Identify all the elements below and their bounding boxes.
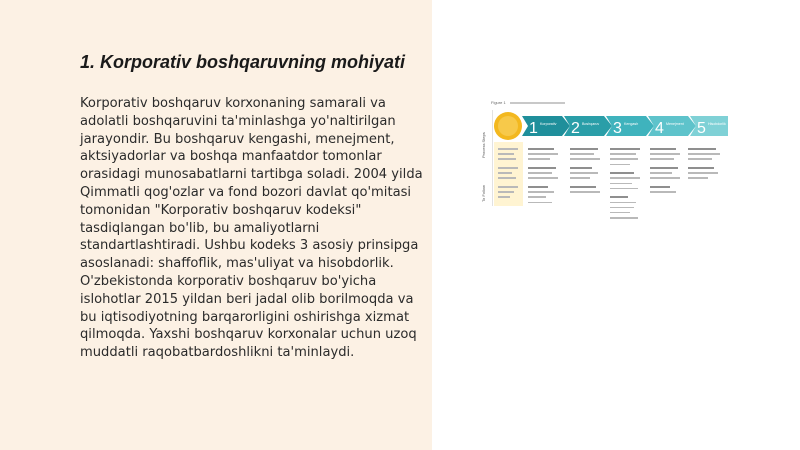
detail-line <box>610 188 638 190</box>
side-label-process: Process Steps <box>481 132 486 158</box>
process-diagram-figure <box>478 96 728 246</box>
detail-line <box>570 153 594 155</box>
detail-line <box>528 158 550 160</box>
column-3-details <box>570 148 604 196</box>
step-4-number: 4 <box>655 120 664 137</box>
step-4-title: Menejment <box>666 122 684 126</box>
detail-line <box>610 217 638 219</box>
side-label-follow: To Follow <box>481 185 486 202</box>
detail-line <box>570 191 600 193</box>
detail-line <box>570 177 590 179</box>
detail-line <box>610 164 630 166</box>
detail-line <box>498 196 510 198</box>
detail-line <box>688 177 708 179</box>
detail-line <box>610 212 630 214</box>
detail-line <box>688 167 714 169</box>
column-2-details <box>528 148 562 207</box>
detail-line <box>688 153 720 155</box>
sun-inner <box>498 116 518 136</box>
detail-line <box>498 167 518 169</box>
detail-line <box>498 153 514 155</box>
detail-line <box>688 148 716 150</box>
detail-line <box>570 148 598 150</box>
detail-line <box>528 196 546 198</box>
step-1-number: 1 <box>529 120 538 137</box>
detail-line <box>528 177 558 179</box>
detail-line <box>528 191 554 193</box>
column-4-details <box>610 148 644 222</box>
detail-line <box>570 158 600 160</box>
detail-line <box>688 172 718 174</box>
detail-line <box>610 207 634 209</box>
detail-line <box>650 153 680 155</box>
detail-line <box>528 148 554 150</box>
step-3-title: Kengash <box>624 122 639 126</box>
detail-line <box>610 172 634 174</box>
detail-line <box>610 183 632 185</box>
step-1-title: Korporativ <box>540 122 557 126</box>
detail-line <box>650 191 676 193</box>
detail-line <box>650 167 678 169</box>
detail-line <box>528 153 558 155</box>
detail-line <box>610 158 638 160</box>
detail-line <box>498 158 516 160</box>
caption-underline <box>510 102 565 104</box>
section-heading: 1. Korporativ boshqaruvning mohiyati <box>80 52 406 72</box>
detail-line <box>688 158 712 160</box>
detail-line <box>528 167 556 169</box>
step-5-title: Hisobdorlik <box>708 122 726 126</box>
step-5-number: 5 <box>697 120 706 137</box>
detail-line <box>610 148 640 150</box>
detail-line <box>650 186 670 188</box>
detail-line <box>498 148 518 150</box>
detail-line <box>498 186 518 188</box>
column-5-details <box>650 148 684 196</box>
detail-line <box>570 167 592 169</box>
column-6-details <box>688 148 722 183</box>
detail-line <box>650 158 674 160</box>
process-arrows <box>492 108 728 148</box>
figure-sidebar <box>478 110 493 206</box>
detail-line <box>650 148 676 150</box>
detail-line <box>610 177 640 179</box>
detail-line <box>650 177 680 179</box>
figure-caption: Figure 1 <box>491 100 506 105</box>
detail-line <box>528 186 548 188</box>
detail-line <box>650 172 672 174</box>
step-2-number: 2 <box>571 120 580 137</box>
detail-line <box>498 177 516 179</box>
detail-line <box>610 196 628 198</box>
step-2-title: Boshqaruv <box>582 122 600 126</box>
detail-line <box>610 153 636 155</box>
section-paragraph: Korporativ boshqaruv korxonaning samarali va adolatli boshqaruvini ta'minlashga yo'naltirilgan jarayondir. Bu boshqaruv kengashi, menejment, aktsiyadorlar va boshqa manfaatdor tomonlar orasidagi munosabatlarni tartibga soladi. 2004 yilda Qimmatli qog'ozlar va fond bozori davlat qo'mitasi tomonidan "Korporativ boshqaruv kodeksi" tasdiqlangan bo'lib, bu amaliyotlarni standartlashtiradi. Ushbu kodeks 3 asosiy prinsipga asoslanadi: shaffoflik, mas'uliyat va hisobdorlik. O'zbekistonda korporativ boshqaruv bo'yicha islohotlar 2015 yildan beri jadal olib borilmoqda va bu iqtisodiyotning barqarorligini oshirishga xizmat qilmoqda. Yaxshi boshqaruv korxonalar uchun uzoq muddatli raqobatbardoshlikni ta'minlaydi. <box>80 96 423 361</box>
step-3-number: 3 <box>613 120 622 137</box>
detail-line <box>528 172 552 174</box>
detail-line <box>570 172 598 174</box>
detail-line <box>498 191 514 193</box>
column-1-details <box>498 148 520 202</box>
detail-line <box>610 202 636 204</box>
detail-line <box>528 202 552 204</box>
detail-line <box>570 186 596 188</box>
detail-line <box>498 172 512 174</box>
